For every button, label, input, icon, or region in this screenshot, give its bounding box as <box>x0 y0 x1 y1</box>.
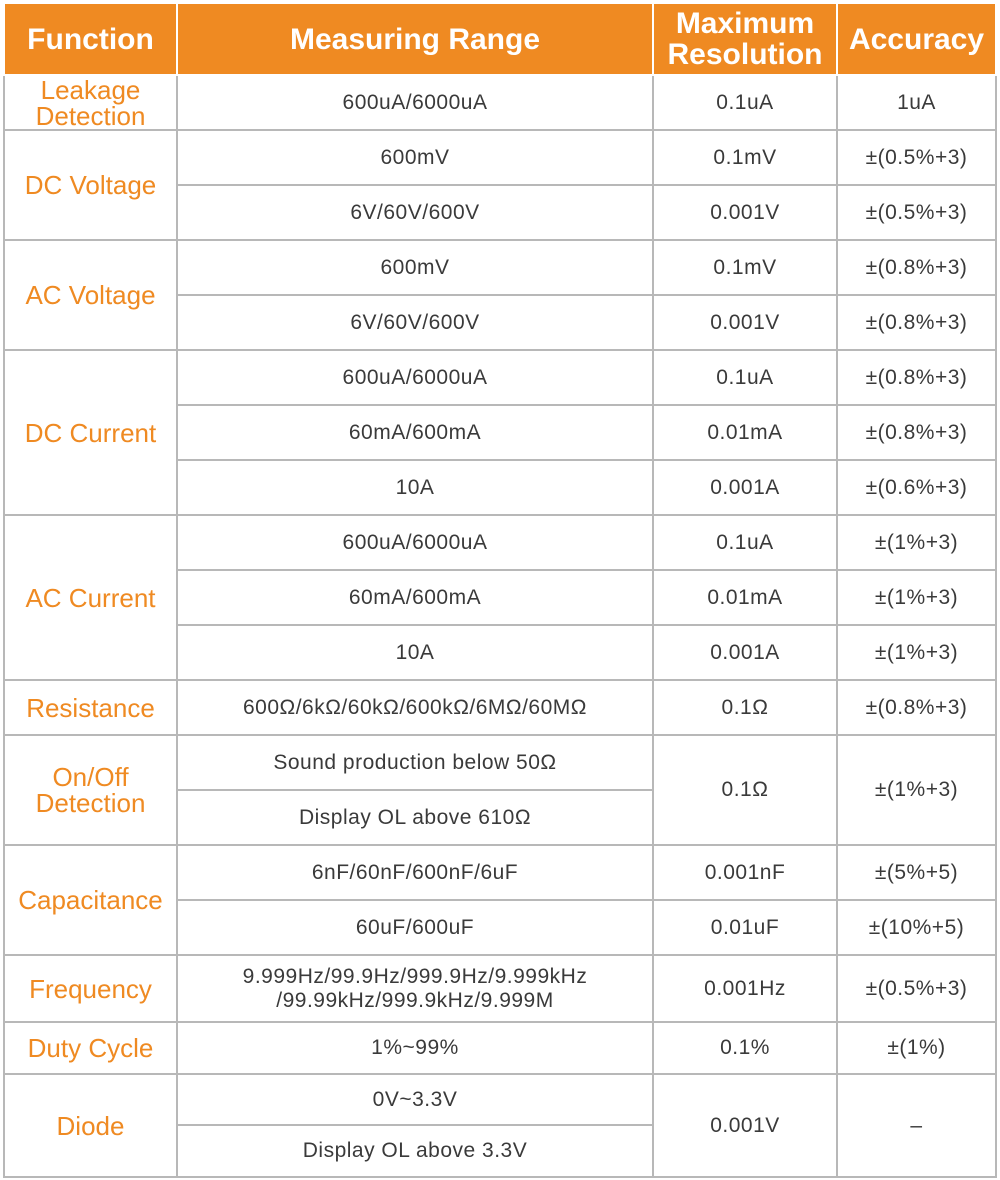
function-ac-current: AC Current <box>4 515 177 680</box>
accuracy-cell: ±(1%+3) <box>837 735 996 845</box>
range-cell: 600mV <box>177 130 653 185</box>
table-row <box>4 845 996 900</box>
range-cell: 0V~3.3V <box>177 1074 653 1125</box>
resolution-cell: 0.1mV <box>653 130 837 185</box>
function-capacitance: Capacitance <box>4 845 177 955</box>
accuracy-cell: ±(0.6%+3) <box>837 460 996 515</box>
header-measuring-range: Measuring Range <box>177 3 653 75</box>
range-cell: 10A <box>177 625 653 680</box>
header-function: Function <box>4 3 177 75</box>
header-resolution-line2: Resolution <box>667 38 823 71</box>
range-cell: 6V/60V/600V <box>177 185 653 240</box>
accuracy-cell: ±(0.8%+3) <box>837 405 996 460</box>
resolution-cell: 0.1Ω <box>653 735 837 845</box>
header-maximum-resolution <box>653 3 837 75</box>
table-row <box>4 735 996 790</box>
function-dc-voltage: DC Voltage <box>4 130 177 240</box>
range-cell <box>177 955 653 1022</box>
table-row <box>4 515 996 570</box>
resolution-cell: 0.001V <box>653 1074 837 1177</box>
table-row <box>4 680 996 735</box>
header-row <box>4 3 996 75</box>
accuracy-cell: ±(10%+5) <box>837 900 996 955</box>
table-row <box>4 955 996 1022</box>
resolution-cell: 0.1uA <box>653 350 837 405</box>
accuracy-cell: ±(1%+3) <box>837 625 996 680</box>
table-row <box>4 75 996 130</box>
function-ac-voltage: AC Voltage <box>4 240 177 350</box>
resolution-cell: 0.1Ω <box>653 680 837 735</box>
spec-table <box>3 2 997 1178</box>
accuracy-cell: ±(1%+3) <box>837 570 996 625</box>
resolution-cell: 0.01mA <box>653 570 837 625</box>
header-accuracy: Accuracy <box>837 3 996 75</box>
range-cell: 1%~99% <box>177 1022 653 1074</box>
range-cell: 600uA/6000uA <box>177 75 653 130</box>
accuracy-cell: ±(5%+5) <box>837 845 996 900</box>
range-cell: 600Ω/6kΩ/60kΩ/600kΩ/6MΩ/60MΩ <box>177 680 653 735</box>
table-row <box>4 240 996 295</box>
range-cell: 600uA/6000uA <box>177 350 653 405</box>
resolution-cell: 0.1uA <box>653 515 837 570</box>
function-dc-current: DC Current <box>4 350 177 515</box>
range-cell: 6V/60V/600V <box>177 295 653 350</box>
function-label: Detection <box>35 788 146 818</box>
range-cell: 60mA/600mA <box>177 405 653 460</box>
range-line: /99.99kHz/999.9kHz/9.999M <box>276 988 554 1012</box>
function-resistance: Resistance <box>4 680 177 735</box>
resolution-cell: 0.001Hz <box>653 955 837 1022</box>
range-cell: 60uF/600uF <box>177 900 653 955</box>
resolution-cell: 0.001A <box>653 625 837 680</box>
function-label: Leakage <box>40 74 141 105</box>
function-leakage-detection <box>4 75 177 130</box>
range-cell: 600mV <box>177 240 653 295</box>
table-row <box>4 130 996 185</box>
accuracy-cell: 1uA <box>837 75 996 130</box>
accuracy-cell: – <box>837 1074 996 1177</box>
range-cell: Display OL above 3.3V <box>177 1125 653 1177</box>
accuracy-cell: ±(0.8%+3) <box>837 240 996 295</box>
accuracy-cell: ±(1%+3) <box>837 515 996 570</box>
header-resolution-line1: Maximum <box>675 7 815 40</box>
function-label: On/Off <box>52 762 129 792</box>
resolution-cell: 0.1mV <box>653 240 837 295</box>
accuracy-cell: ±(0.8%+3) <box>837 295 996 350</box>
range-cell: 6nF/60nF/600nF/6uF <box>177 845 653 900</box>
table-row <box>4 1022 996 1074</box>
function-frequency: Frequency <box>4 955 177 1022</box>
function-label: Detection <box>35 100 146 131</box>
range-line: 9.999Hz/99.9Hz/999.9Hz/9.999kHz <box>242 964 588 988</box>
range-cell: Display OL above 610Ω <box>177 790 653 845</box>
range-cell: Sound production below 50Ω <box>177 735 653 790</box>
resolution-cell: 0.001V <box>653 295 837 350</box>
function-diode: Diode <box>4 1074 177 1177</box>
resolution-cell: 0.001nF <box>653 845 837 900</box>
table-row <box>4 1074 996 1125</box>
accuracy-cell: ±(0.5%+3) <box>837 955 996 1022</box>
range-cell: 10A <box>177 460 653 515</box>
resolution-cell: 0.01uF <box>653 900 837 955</box>
range-cell: 600uA/6000uA <box>177 515 653 570</box>
resolution-cell: 0.01mA <box>653 405 837 460</box>
accuracy-cell: ±(0.8%+3) <box>837 680 996 735</box>
accuracy-cell: ±(1%) <box>837 1022 996 1074</box>
resolution-cell: 0.001V <box>653 185 837 240</box>
function-duty-cycle: Duty Cycle <box>4 1022 177 1074</box>
accuracy-cell: ±(0.5%+3) <box>837 130 996 185</box>
resolution-cell: 0.001A <box>653 460 837 515</box>
resolution-cell: 0.1% <box>653 1022 837 1074</box>
accuracy-cell: ±(0.5%+3) <box>837 185 996 240</box>
function-on-off-detection <box>4 735 177 845</box>
range-cell: 60mA/600mA <box>177 570 653 625</box>
table-row <box>4 350 996 405</box>
accuracy-cell: ±(0.8%+3) <box>837 350 996 405</box>
resolution-cell: 0.1uA <box>653 75 837 130</box>
